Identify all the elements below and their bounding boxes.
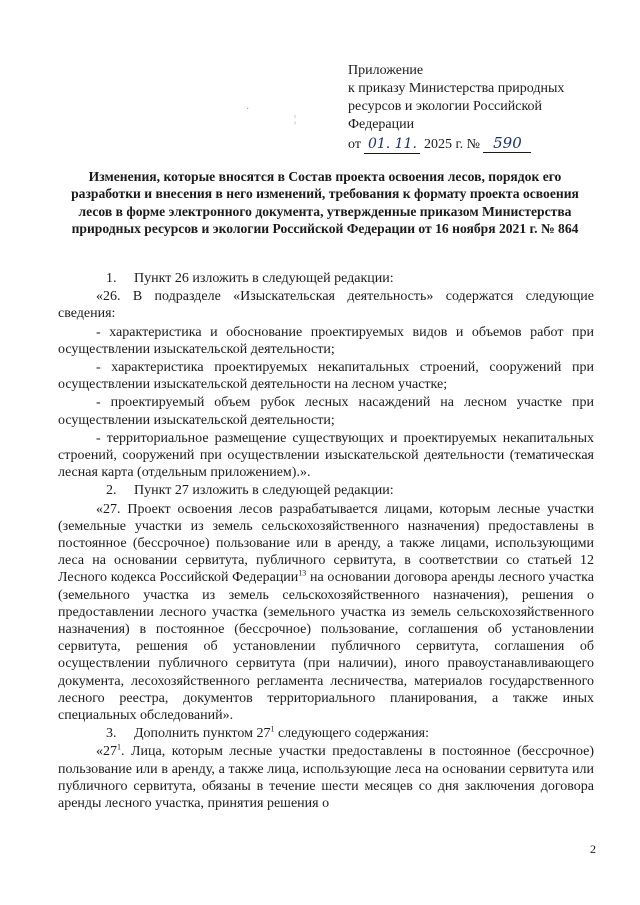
item-3-superscript: 1: [270, 724, 275, 734]
attachment-line-2: к приказу Министерства природных: [348, 81, 565, 96]
item-1-bullet-1: - характеристика и обоснование проектируемых видов и объемов работ при осуществлении изыскательской деятельности;: [58, 324, 594, 357]
item-2-quote-part-a: «27. Проект освоения лесов разрабатывается лицами, которым лесные участки (земельные участки из земель сельскохозяйственного назначения) предоставлены в постоянное (бессрочное) пользование или в аренду, а также лицами, использующими леса на основании сервитута, публичного сервитута, в соответствии со статьей 12 Лесного кодекса Российской Федерации: [58, 501, 594, 586]
handwritten-order-number: 590: [483, 134, 531, 153]
item-3-quote-part-b: . Лица, которым лесные участки предоставлены в постоянное (бессрочное) пользование или в аренду, а также лица, использующие леса на основании сервитута или публичного сервитута, обязаны в течение шести месяцев со дня заключения договора аренды лесного участка, принятия решения о: [58, 744, 594, 812]
item-1-bullet-3: - проектируемый объем рубок лесных насаждений на лесном участке при осуществлении изыскательской деятельности;: [58, 395, 594, 428]
attachment-line-1: Приложение: [348, 63, 424, 78]
item-2: 2. Пункт 27 изложить в следующей редакции:: [106, 483, 394, 499]
scan-speck-2: ¦: [294, 114, 297, 125]
item-3-part-a: 3. Дополнить пунктом 27: [106, 726, 271, 742]
item-2-quote: [58, 501, 594, 725]
date-prefix: от: [348, 137, 361, 152]
item-3: [58, 725, 594, 742]
year-text: 2025 г. №: [423, 137, 480, 152]
attachment-line-3: ресурсов и экологии Российской: [348, 99, 543, 114]
item-1-bullet-4: - территориальное размещение существующих и проектируемых некапитальных строений, сооружений при осуществлении изыскательской деятельности (тематическая лесная карта (отдельным приложением).».: [58, 430, 594, 481]
item-3-part-b: следующего содержания:: [274, 726, 430, 742]
attachment-line-4: Федерации: [348, 117, 415, 132]
item-1: 1. Пункт 26 изложить в следующей редакции:: [106, 271, 394, 286]
document-title: Изменения, которые вносятся в Состав проекта освоения лесов, порядок его разработки и внесения в него изменений, требования к формату проекта освоения лесов в форме электронного документа, утвержденные приказом Министерства природных ресурсов и экологии Российской Федерации от 16 ноября 2021 г. № 864: [71, 169, 579, 236]
handwritten-date: 01. 11.: [364, 135, 420, 154]
footnote-ref: 13: [298, 568, 307, 578]
document-body: [58, 270, 594, 813]
item-3-quote: [58, 743, 594, 812]
item-1-bullet-2: - характеристика проектируемых некапитальных строений, сооружений при осуществлении изыскательской деятельности на лесном участке;: [58, 360, 594, 393]
item-3-quote-part-a: «27: [96, 744, 117, 760]
scan-speck-1: ·: [246, 104, 250, 115]
item-3-quote-superscript: 1: [117, 742, 121, 752]
order-date-line: [348, 134, 598, 154]
page-number: 2: [590, 842, 596, 856]
item-1-quote: «26. В подразделе «Изыскательская деятельность» содержатся следующие сведения:: [58, 289, 594, 322]
item-2-quote-part-b: на основании договора аренды лесного участка (земельного участка из земель сельскохозяйственного назначения), решения о предоставлении лесного участка (земельного участка из земель сельскохозяйственного назначения) в постоянное (бессрочное) пользование, соглашения об установлении сервитута, решения об установлении публичного сервитута, соглашения об осуществлении публичного сервитута (при наличии), иного правоустанавливающего документа, лесохозяйственного регламента лесничества, материалов государственного лесного реестра, документов территориального планирования, а также иных специальных обследований».: [58, 570, 594, 724]
attachment-header: [348, 62, 598, 154]
